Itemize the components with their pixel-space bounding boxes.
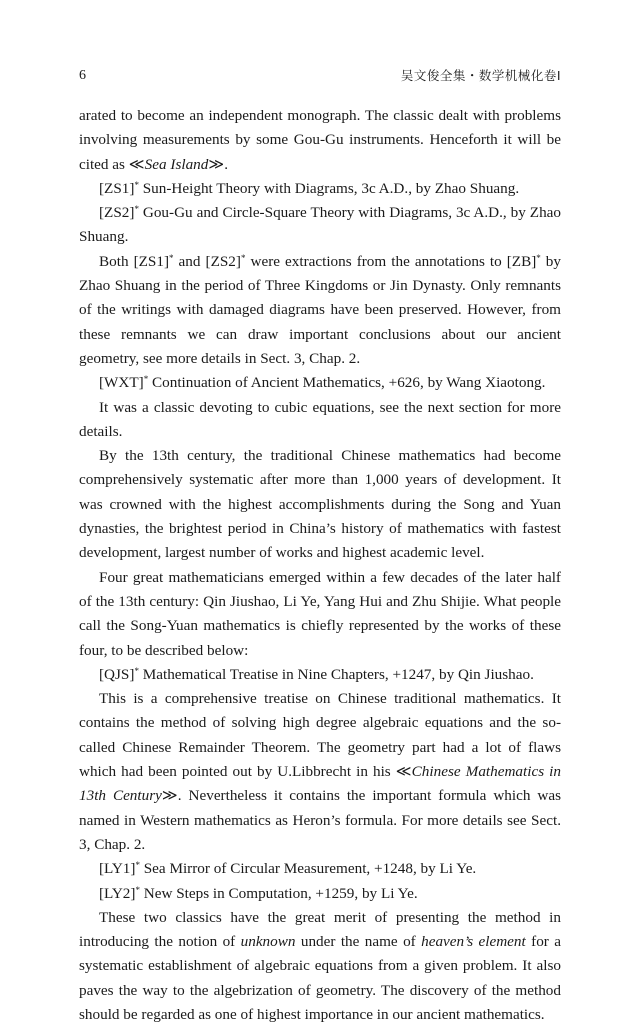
reference-ly1 [79,857,561,881]
text-run: and [ZS2] [173,252,241,270]
text-run: ≫ [161,787,178,805]
italic-title: unknown [240,933,296,951]
asterisk-mark: * [134,665,139,676]
paragraph-cubic-equations [79,396,561,445]
text-run: . Nevertheless it contains the important formula which was named in Western mathematics as Heron’s formula. For more details see Sect. 3, Chap. 2. [79,787,561,853]
italic-title: heaven’s element [421,933,526,951]
text-run: New Steps in Computation, +1259, by Li Ye. [139,884,418,902]
text-run: Both [ZS1] [99,252,170,270]
text-run: Sea Mirror of Circular Measurement, +1248, by Li Ye. [139,860,477,878]
text-run: This is a comprehensive treatise on Chinese traditional mathematics. It contains the method of solving high degree algebraic equations and the so-called Chinese Remainder Theorem. The geometry part had a lot of flaws which had been pointed out by U.Libbrecht in his [79,690,561,781]
asterisk-mark: * [135,884,140,895]
paragraph-heavens-element [79,906,561,1027]
text-run: under the name of [295,933,422,951]
text-run: [QJS] [99,665,135,683]
reference-wxt [79,371,561,395]
asterisk-mark: * [143,374,149,385]
body-text [79,104,561,1027]
reference-zs2 [79,201,561,250]
running-title: 吴文俊全集・数学机械化卷I [400,68,561,83]
text-run: Four great mathematicians emerged within a few decades of the later half of the 13th century: Qin Jiushao, Li Ye, Yang Hui and Zhu Shijie. What people call the Song-Yuan mathematics is chiefly represented by the works of these four, to be described below: [79,568,561,659]
asterisk-mark: * [134,179,139,190]
italic-title: Chinese Mathematics in 13th Century [79,763,561,805]
reference-qjs [79,663,561,687]
text-run: ≫. [208,155,229,173]
text-run: It was a classic devoting to cubic equations, see the next section for more details. [79,398,561,440]
paragraph-qjs-treatise [79,687,561,857]
reference-zs1 [79,177,561,201]
text-run: [ZS2] [99,204,135,222]
asterisk-mark: * [536,252,541,263]
page-header [79,66,561,86]
text-run: by Zhao Shuang in the period of Three Kingdoms or Jin Dynasty. Only remnants of the writings with damaged diagrams have been preserved. However, from these remnants we can draw important conclusions about our ancient geometry, see more details in Sect. 3, Chap. 2. [79,252,561,367]
text-run: [WXT] [99,374,144,392]
asterisk-mark: * [135,860,140,871]
asterisk-mark: * [134,204,139,215]
text-run: These two classics have the great merit of presenting the method in introducing the notion of [79,908,561,951]
paragraph-13th-century [79,444,561,565]
text-run: arated to become an independent monograph. The classic dealt with problems involving measurements by some Gou-Gu instruments. Henceforth it will be cited as [79,107,561,173]
text-run: Sun-Height Theory with Diagrams, 3c A.D., by Zhao Shuang. [138,179,520,197]
reference-ly2 [79,882,561,906]
italic-title: Sea Island [144,155,209,173]
text-run: were extractions from the annotations to [ZB] [245,252,537,270]
page-number: 6 [79,68,86,83]
asterisk-mark: * [240,252,246,263]
text-run: Continuation of Ancient Mathematics, +626, by Wang Xiaotong. [148,374,546,392]
text-run: ≪ [395,763,412,781]
text-run: [ZS1] [99,179,135,197]
text-run: Mathematical Treatise in Nine Chapters, +1247, by Qin Jiushao. [138,665,534,683]
asterisk-mark: * [169,252,174,263]
text-run: [LY1] [99,860,136,878]
text-run: [LY2] [99,884,136,902]
text-run: By the 13th century, the traditional Chinese mathematics had become comprehensively systematic after more than 1,000 years of development. It was crowned with the highest accomplishments during the Song and Yuan dynasties, the brightest period in China’s history of mathematics with fastest development, largest number of works and highest academic level. [79,447,561,562]
text-run: ≪ [128,155,145,173]
text-run: for a systematic establishment of algebraic equations from a given problem. It also paves the way to the algebrization of geometry. The discovery of the method should be regarded as one of highest importance in our ancient mathematics. [79,933,561,1023]
paragraph-four-mathematicians [79,566,561,663]
paragraph-zhao-shuang-remnants [79,250,561,371]
paragraph-sea-island-continuation [79,104,561,177]
text-run: Gou-Gu and Circle-Square Theory with Diagrams, 3c A.D., by Zhao Shuang. [79,204,561,246]
